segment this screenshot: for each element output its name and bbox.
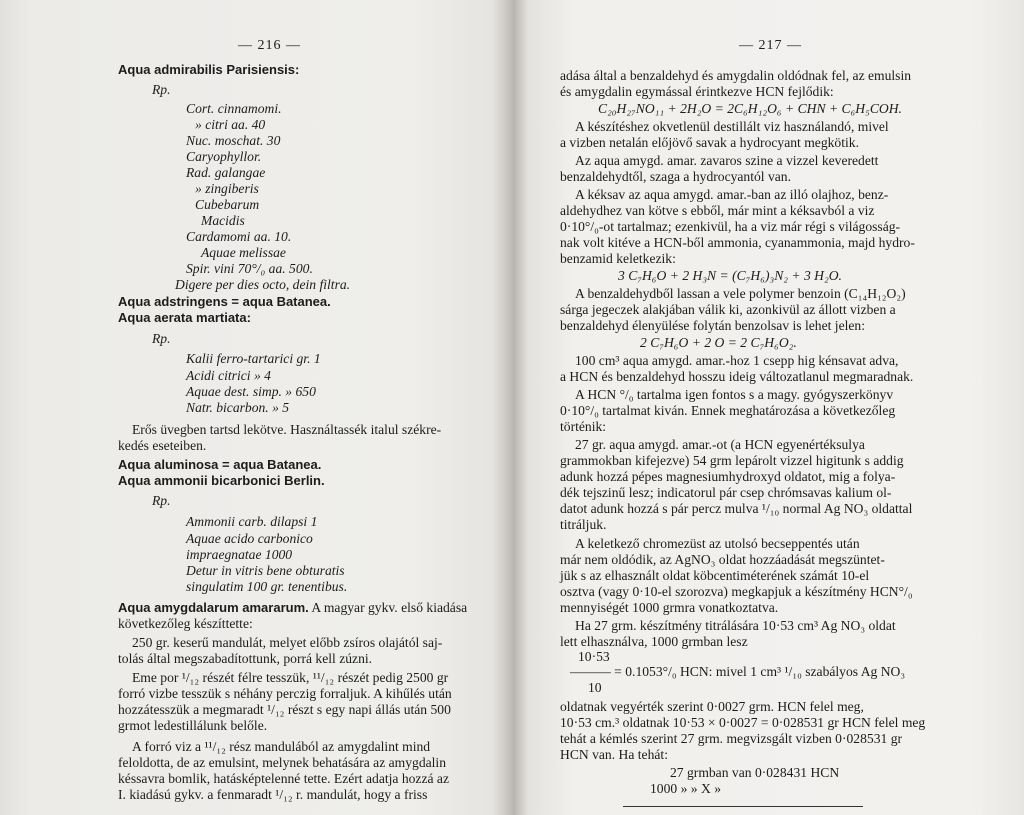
text-line: 250 gr. keserű mandulát, melyet előbb zsíros olajától saj- [132, 635, 443, 650]
text-line: tehát a kémlés szerint 27 grm. megvizsgált vizben 0·028531 gr [560, 731, 903, 746]
recipe-line: Rp. [152, 82, 171, 97]
text-line: A HCN °/₀ tartalma igen fontos s a magy. gyógyszerkönyv [575, 387, 894, 402]
recipe-line: Cubebarum [195, 197, 260, 212]
recipe-line: Detur in vitris bene obturatis [186, 563, 345, 578]
text-line: aldehydhez van kötve s ebből, már mint a kéksavból a viz [560, 203, 875, 218]
text-line: nak volt kitéve a HCN-ből ammonia, cyanammonia, majd hydro- [560, 235, 915, 250]
entry-heading: Aqua admirabilis Parisiensis: [118, 62, 300, 77]
text-line: Erős üvegben tartsd lekötve. Használtassék italul székre- [132, 422, 442, 437]
page-number: — 216 — [238, 38, 301, 53]
text-line: A kéksav az aqua amygd. amar.-ban az illó olajhoz, benz- [575, 187, 889, 202]
recipe-line: Kalii ferro-tartarici gr. 1 [186, 351, 321, 366]
recipe-line: Nuc. moschat. 30 [186, 133, 281, 148]
recipe-line: 3 C₇H₆O + 2 H₃N = (C₇H₆)₃N₂ + 3 H₂O. [618, 268, 842, 283]
text-line: 1000 » » X » [650, 781, 721, 796]
recipe-line: » citri aa. 40 [195, 117, 266, 132]
page-number: — 217 — [739, 38, 802, 53]
text-line: benzamid keletkezik: [560, 251, 676, 266]
recipe-line: Rp. [152, 331, 171, 346]
text-line: hozzátesszük a megmaradt ¹/₁₂ részt s egy napi állás után 500 [118, 702, 451, 717]
text-line: Aqua amygdalarum amararum. A magyar gykv. első kiadása [118, 600, 468, 615]
right-page [513, 0, 1024, 815]
text-line: és amygdalin egymással érintkezve HCN fejlődik: [560, 84, 834, 99]
recipe-line: singulatim 100 gr. tenentibus. [186, 579, 348, 594]
text-line: ——— = 0.1053°/₀ HCN: mivel 1 cm³ ¹/₁₀ szabályos Ag NO₃ [570, 664, 906, 679]
recipe-line: impraegnatae 1000 [186, 547, 293, 562]
text-line: Ha 27 grm. készítmény titrálására 10·53 cm³ Ag NO₃ oldat [575, 618, 896, 633]
text-line: A készítéshez okvetlenül destillált viz használandó, mivel [575, 119, 889, 134]
recipe-line: Ammonii carb. dilapsi 1 [186, 514, 318, 529]
text-line: oldatnak vegyérték szerint 0·0027 grm. HCN felel meg, [560, 699, 864, 714]
text-line: grammokban kifejezve) 54 grm lepárolt vizzel higitunk s addig [560, 453, 904, 468]
text-line: titráljuk. [560, 517, 607, 532]
recipe-line: Cort. cinnamomi. [186, 101, 282, 116]
recipe-line: » zingiberis [195, 181, 259, 196]
recipe-line: Rp. [152, 493, 171, 508]
text-line: I. kiadású gykv. a fenmaradt ¹/₁₂ r. mandulát, hogy a friss [118, 787, 428, 802]
recipe-line: Aquae acido carbonico [186, 531, 313, 546]
text-line: datot adunk hozzá s pár percz mulva ¹/₁₀ normal Ag NO₃ oldattal [560, 501, 913, 516]
text-line: mennyiségét 1000 grmra vonatkoztatva. [560, 600, 779, 615]
text-line: kedés eseteiben. [118, 438, 207, 453]
text-line: Eme por ¹/₁₂ részét félre tesszük, ¹¹/₁₂ részét pedig 2500 gr [132, 670, 449, 685]
text-line: feloldotta, de az emulsint, melynek behatására az amygdalin [118, 755, 447, 770]
text-line: 27 grmban van 0·028431 HCN [670, 765, 840, 780]
text-line: grmot ledestillálunk belőle. [118, 718, 268, 733]
text-line: sárga jegeczek alakjában válik ki, azonkivül az állott vizben a [560, 302, 896, 317]
text-line: osztva (vagy 0·10-el szorozva) megkapjuk a készítmény HCN°/₀ [560, 584, 913, 599]
entry-heading: Aqua aerata martiata: [118, 310, 251, 325]
text-line: történik: [560, 419, 607, 434]
recipe-line: Spir. vini 70°/₀ aa. 500. [186, 261, 313, 276]
recipe-line: Cardamomi aa. 10. [186, 229, 292, 244]
text-line: forró vizbe tesszük s néhány perczig forraljuk. A kihűlés után [118, 686, 452, 701]
text-line: lett elhasználva, 1000 grmban lesz [560, 634, 748, 649]
entry-heading: Aqua adstringens = aqua Batanea. [118, 294, 331, 309]
text-line: tolás által megszabadítottunk, porrá kell zúzni. [118, 651, 373, 666]
recipe-line: Caryophyllor. [186, 149, 262, 164]
text-line: A keletkező chromezüst az utolsó becseppentés után [575, 536, 860, 551]
proportion-rule [623, 806, 863, 807]
recipe-line: C₂₀H₂₇NO₁₁ + 2H₂O = 2C₆H₁₂O₆ + CHN + C₆H₅COH. [598, 101, 902, 116]
recipe-line: 2 C₇H₆O + 2 O = 2 C₇H₆O₂. [640, 335, 797, 350]
text-line: HCN van. Ha tehát: [560, 747, 668, 762]
text-line: késsavra bomlik, hatásképtelenné tette. Ezért adatja hozzá az [118, 771, 449, 786]
recipe-line: Aquae dest. simp. » 650 [186, 384, 316, 399]
text-line: A forró viz a ¹¹/₁₂ rész mandulából az amygdalint mind [132, 739, 431, 754]
recipe-line: Macidis [201, 213, 245, 228]
entry-heading: Aqua ammonii bicarbonici Berlin. [118, 473, 325, 488]
text-line: 27 gr. aqua amygd. amar.-ot (a HCN egyenértéksulya [575, 437, 865, 452]
recipe-line: Natr. bicarbon. » 5 [186, 400, 290, 415]
entry-heading: Aqua aluminosa = aqua Batanea. [118, 457, 322, 472]
text-line: a HCN és benzaldehyd hosszu ideig változatlanul megmaradnak. [560, 369, 914, 384]
text-line: következőleg készíttette: [118, 616, 253, 631]
text-line: adása által a benzaldehyd és amygdalin oldódnak fel, az emulsin [560, 68, 912, 83]
text-line: 100 cm³ aqua amygd. amar.-hoz 1 csepp hig kénsavat adva, [575, 353, 899, 368]
recipe-line: Digere per dies octo, dein filtra. [175, 277, 351, 292]
text-line: A benzaldehydből lassan a vele polymer benzoin (C₁₄H₁₂O₂) [575, 286, 906, 301]
text-line: 10 [588, 680, 602, 695]
text-line: 0·10°/₀-ot tartalmaz; ezenkivül, ha a viz már régi s világosság- [560, 219, 901, 234]
text-line: adunk hozzá pépes magnesiumhydroxyd oldatot, mig a folya- [560, 469, 896, 484]
text-line: benzaldehydtől, szaga a hydrocyantól van. [560, 169, 792, 184]
text-line: már nem oldódik, az AgNO₃ oldat hozzáadását megszüntet- [560, 552, 885, 567]
text-line: dék tejszinű lesz; indicatorul pár csep chrómsavas kalium ol- [560, 485, 892, 500]
text-line: a vizben netalán előjövő savak a hydrocyant megkötik. [560, 135, 859, 150]
text-line: Az aqua amygd. amar. zavaros szine a vizzel keveredett [575, 153, 879, 168]
text-line: jük s az elhasznált oldat köbcentiméterének számát 10-el [560, 568, 870, 583]
text-line: 0·10°/₀ tartalmat kiván. Ennek meghatározása a következőleg [560, 403, 896, 418]
recipe-line: Aquae melissae [201, 245, 286, 260]
recipe-line: Acidi citrici » 4 [186, 368, 271, 383]
text-line: 10·53 [578, 649, 610, 664]
recipe-line: Rad. galangae [186, 165, 266, 180]
text-line: 10·53 cm.³ oldatnak 10·53 × 0·0027 = 0·028531 gr HCN felel meg [560, 715, 926, 730]
text-line: benzaldehyd élenyülése folytán benzolsav is lehet jelen: [560, 318, 865, 333]
